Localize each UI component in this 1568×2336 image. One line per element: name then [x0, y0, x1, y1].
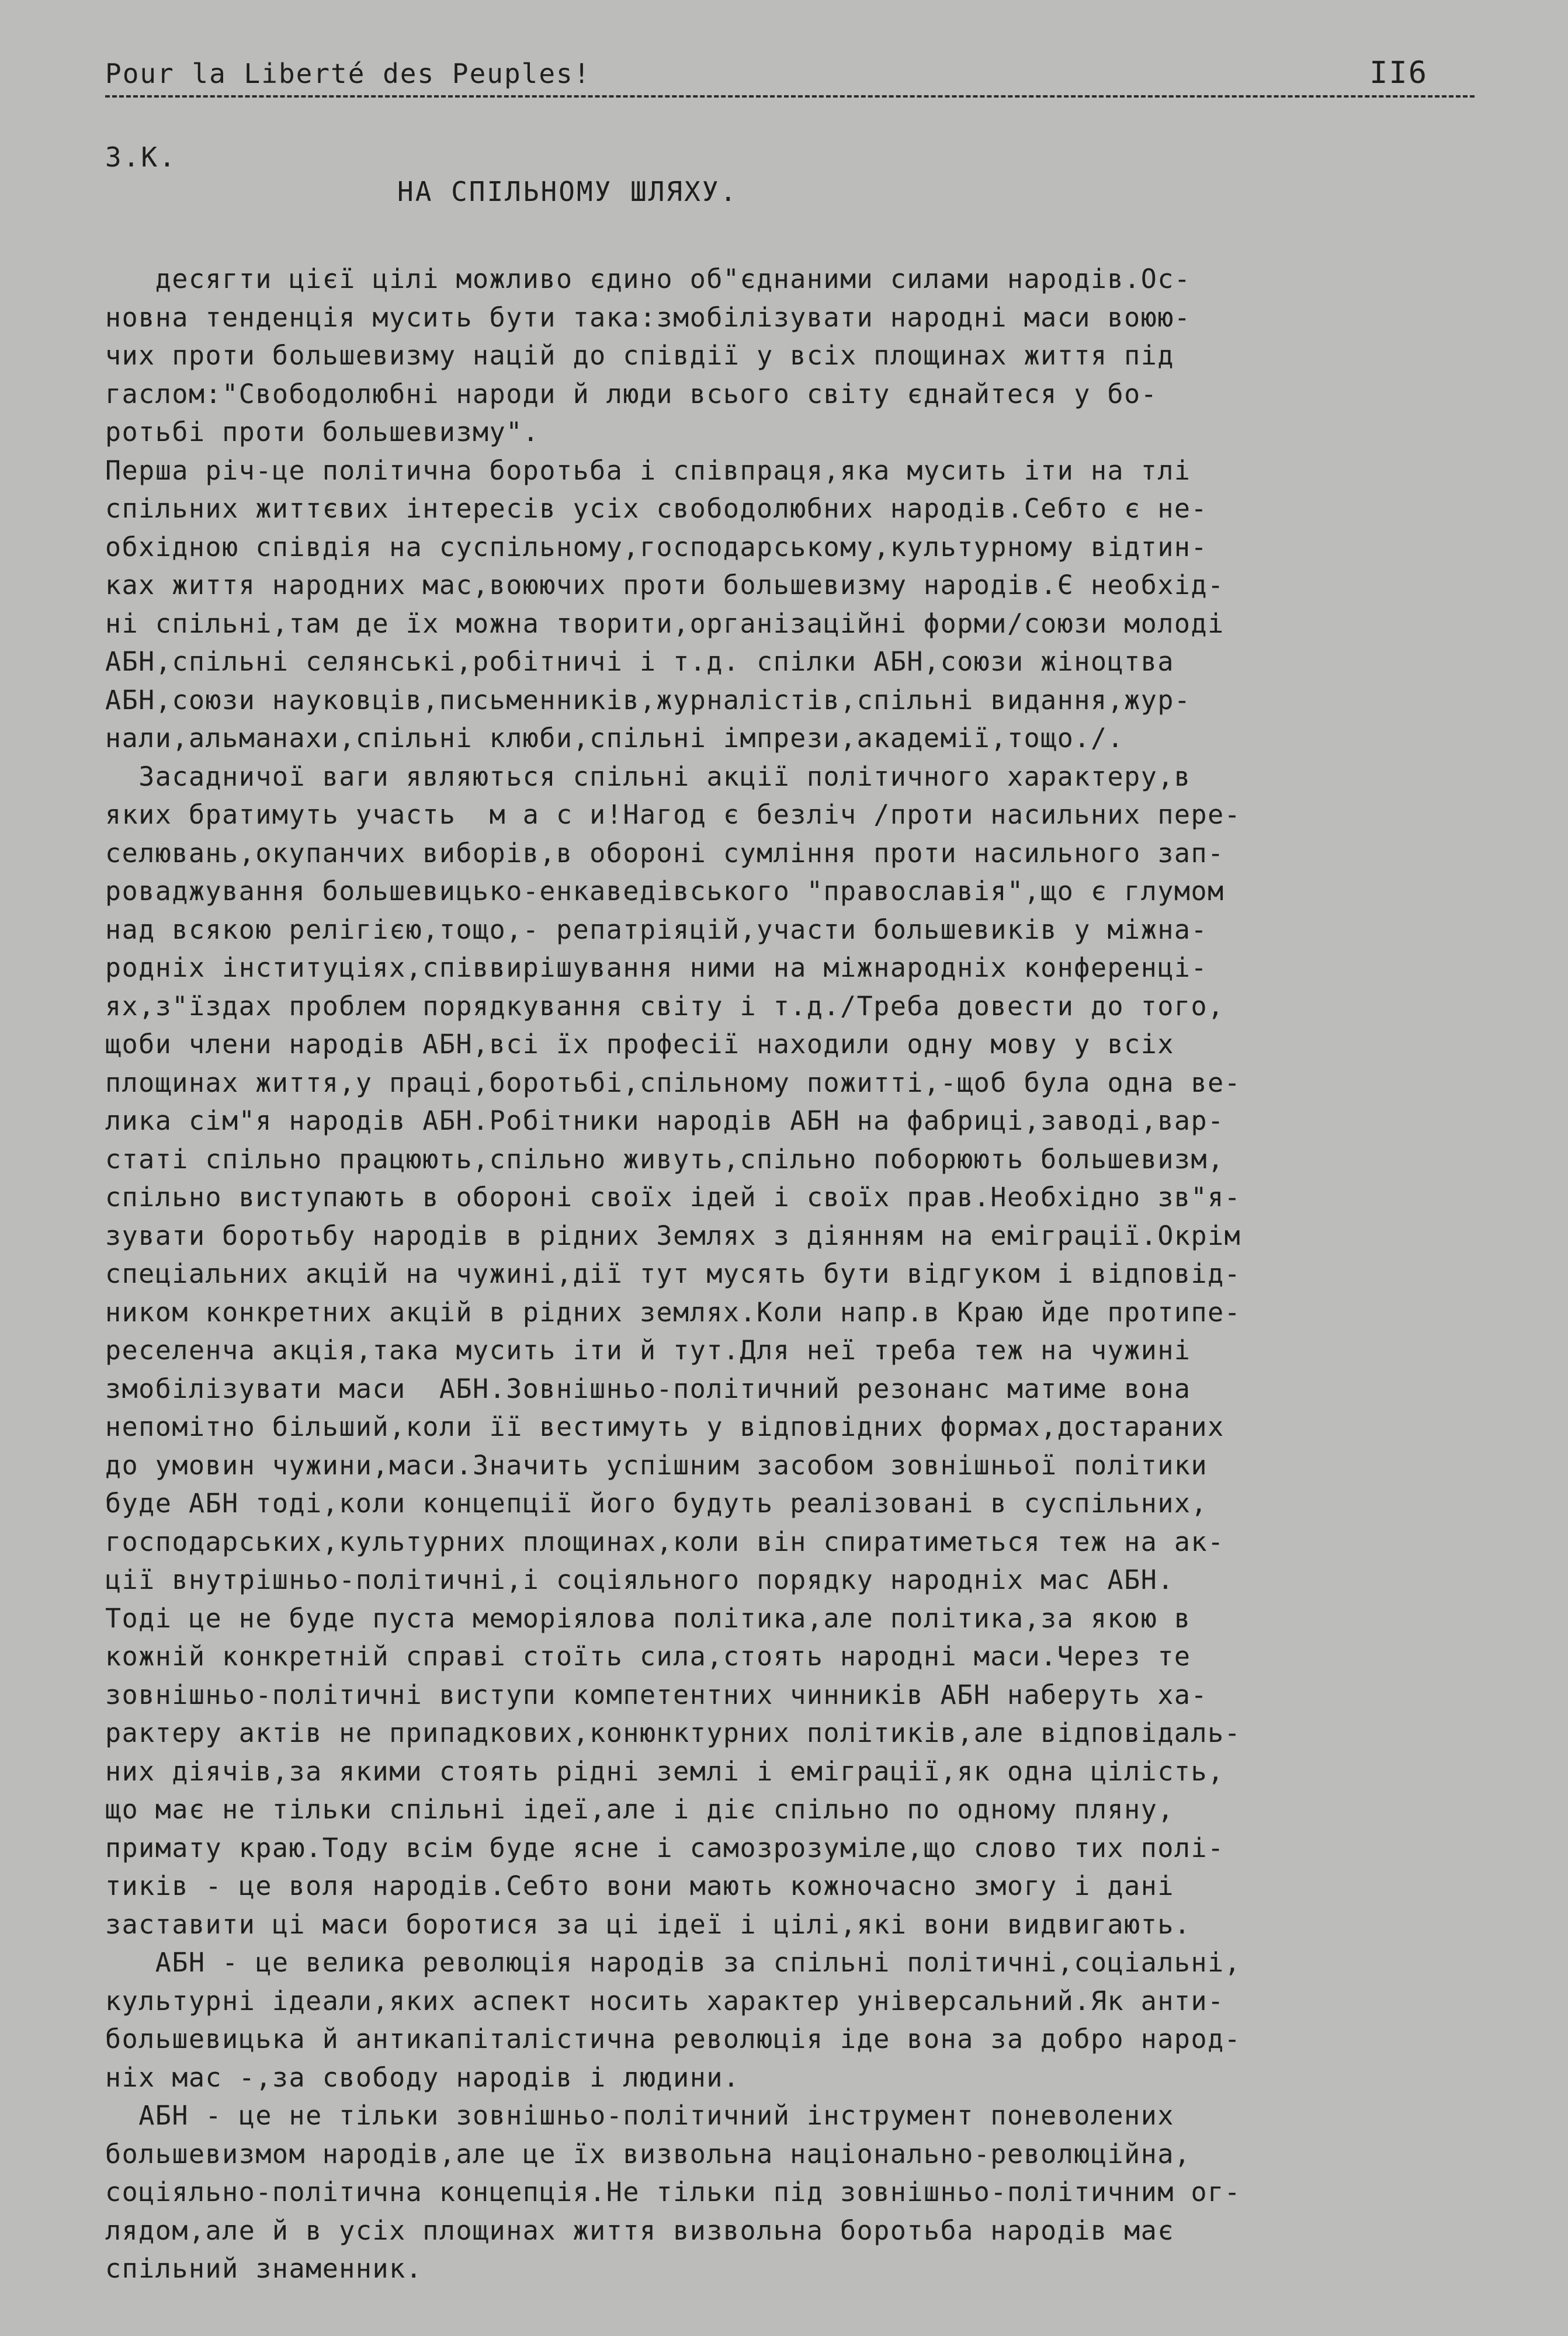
text-line: непомітно більший,коли її вестимуть у відповідних формах,достараних: [105, 1411, 1224, 1442]
text-line: ні спільні,там де їх можна творити,організаційні форми/союзи молоді: [105, 608, 1224, 639]
text-line: них діячів,за якими стоять рідні землі і еміграції,як одна цілість,: [105, 1755, 1224, 1787]
text-line: ником конкретних акцій в рідних землях.Коли напр.в Краю йде протипе-: [105, 1296, 1241, 1328]
text-line: зувати боротьбу народів в рідних Землях з діянням на еміграції.Окрім: [105, 1220, 1241, 1251]
text-line: большевизмом народів,але це їх визвольна національно-революційна,: [105, 2138, 1191, 2170]
text-line: АБН,союзи науковців,письменників,журналістів,спільні видання,жур-: [105, 684, 1191, 716]
text-line: яких братимуть участь м а с и!Нагод є безліч /проти насильних пере-: [105, 799, 1241, 830]
text-line: родніх інституціях,співвирішування ними на міжнародніх конференці-: [105, 952, 1208, 983]
text-line: рактеру актів не припадкових,конюнктурних політиків,але відповідаль-: [105, 1717, 1241, 1748]
text-line: ях,з"їздах проблем порядкування світу і т.д./Треба довести до того,: [105, 990, 1224, 1022]
text-line: роваджування большевицько-енкаведівського "православія",що є глумом: [105, 876, 1224, 907]
text-line: лика сім"я народів АБН.Робітники народів АБН на фабриці,заводі,вар-: [105, 1105, 1224, 1136]
text-line: АБН,спільні селянські,робітничі і т.д. спілки АБН,союзи жіноцтва: [105, 646, 1174, 677]
text-line: новна тенденція мусить бути така:змобілізувати народні маси воюю-: [105, 301, 1191, 333]
text-line: змобілізувати маси АБН.Зовнішньо-політичний резонанс матиме вона: [105, 1373, 1191, 1404]
text-line: спільних життєвих інтересів усіх свободолюбних народів.Себто є не-: [105, 493, 1208, 524]
text-line: щоби члени народів АБН,всі їх професії находили одну мову у всіх: [105, 1029, 1174, 1060]
text-line: спільний знаменник.: [105, 2253, 423, 2284]
text-line: статі спільно працюють,спільно живуть,спільно поборюють большевизм,: [105, 1143, 1224, 1175]
text-line: буде АБН тоді,коли концепції його будуть реалізовані в суспільних,: [105, 1488, 1208, 1519]
text-line: спільно виступають в обороні своїх ідей і своїх прав.Необхідно зв"я-: [105, 1182, 1241, 1213]
text-line: Перша річ-це політична боротьба і співпраця,яка мусить іти на тлі: [105, 454, 1191, 486]
text-line: ніх мас -,за свободу народів і людини.: [105, 2061, 740, 2093]
text-line: над всякою релігією,тощо,- репатріяцій,участи большевиків у міжна-: [105, 914, 1208, 945]
page-header: [105, 55, 1475, 98]
author-initials: З.К.: [105, 141, 177, 173]
page-number: II6: [1369, 55, 1428, 91]
text-line: примату краю.Тоду всім буде ясне і самозрозуміле,що слово тих полі-: [105, 1832, 1224, 1863]
header-title: Pour la Liberté des Peuples!: [105, 58, 591, 89]
text-line: чих проти большевизму націй до співдії у всіх площинах життя під: [105, 340, 1174, 371]
text-line: АБН - це не тільки зовнішньо-політичний інструмент поневолених: [105, 2100, 1174, 2131]
text-line: Тоді це не буде пуста меморіялова політика,але політика,за якою в: [105, 1602, 1191, 1634]
text-line: обхідною співдія на суспільному,господарському,культурному відтин-: [105, 531, 1208, 563]
text-line: лядом,але й в усіх площинах життя визвольна боротьба народів має: [105, 2214, 1174, 2246]
text-line: господарських,культурних площинах,коли він спиратиметься теж на ак-: [105, 1526, 1224, 1557]
text-line: культурні ідеали,яких аспект носить характер універсальний.Як анти-: [105, 1985, 1224, 2016]
text-line: Засадничої ваги являються спільні акції політичного характеру,в: [105, 761, 1191, 792]
text-line: зовнішньо-політичні виступи компетентних чинників АБН наберуть ха-: [105, 1679, 1208, 1710]
text-line: гаслом:"Свободолюбні народи й люди всього світу єднайтеся у бо-: [105, 378, 1158, 409]
text-line: десягти цієї цілі можливо єдино об"єднаними силами народів.Ос-: [105, 263, 1191, 294]
text-line: реселенча акція,така мусить іти й тут.Для неї треба теж на чужині: [105, 1335, 1191, 1366]
article-body: [105, 260, 1475, 2288]
text-line: ках життя народних мас,воюючих проти большевизму народів.Є необхід-: [105, 570, 1224, 601]
text-line: кожній конкретній справі стоїть сила,стоять народні маси.Через те: [105, 1641, 1191, 1672]
text-line: соціяльно-політична концепція.Не тільки під зовнішньо-політичним ог-: [105, 2177, 1241, 2207]
article-title: НА СПІЛЬНОМУ ШЛЯХУ.: [397, 176, 738, 207]
text-line: спеціальних акцій на чужині,дії тут мусять бути відгуком і відповід-: [105, 1258, 1241, 1289]
text-line: АБН - це велика революція народів за спільні політичні,соціальні,: [105, 1947, 1241, 1978]
text-line: ротьбі проти большевизму".: [105, 416, 540, 447]
text-line: що має не тільки спільні ідеї,але і діє спільно по одному пляну,: [105, 1794, 1174, 1825]
text-line: селювань,окупанчих виборів,в обороні сумління проти насильного зап-: [105, 837, 1224, 869]
text-line: ції внутрішньо-політичні,і соціяльного порядку народніх мас АБН.: [105, 1564, 1174, 1595]
text-line: заставити ці маси боротися за ці ідеї і цілі,які вони видвигають.: [105, 1908, 1191, 1940]
text-line: до умовин чужини,маси.Значить успішним засобом зовнішньої політики: [105, 1449, 1208, 1481]
text-line: большевицька й антикапіталістична революція іде вона за добро народ-: [105, 2023, 1241, 2054]
text-line: площинах життя,у праці,боротьбі,спільному пожитті,-щоб була одна ве-: [105, 1067, 1241, 1098]
text-line: нали,альманахи,спільні клюби,спільні імпрези,академії,тощо./.: [105, 723, 1125, 754]
text-line: тиків - це воля народів.Себто вони мають кожночасно змогу і дані: [105, 1870, 1174, 1901]
